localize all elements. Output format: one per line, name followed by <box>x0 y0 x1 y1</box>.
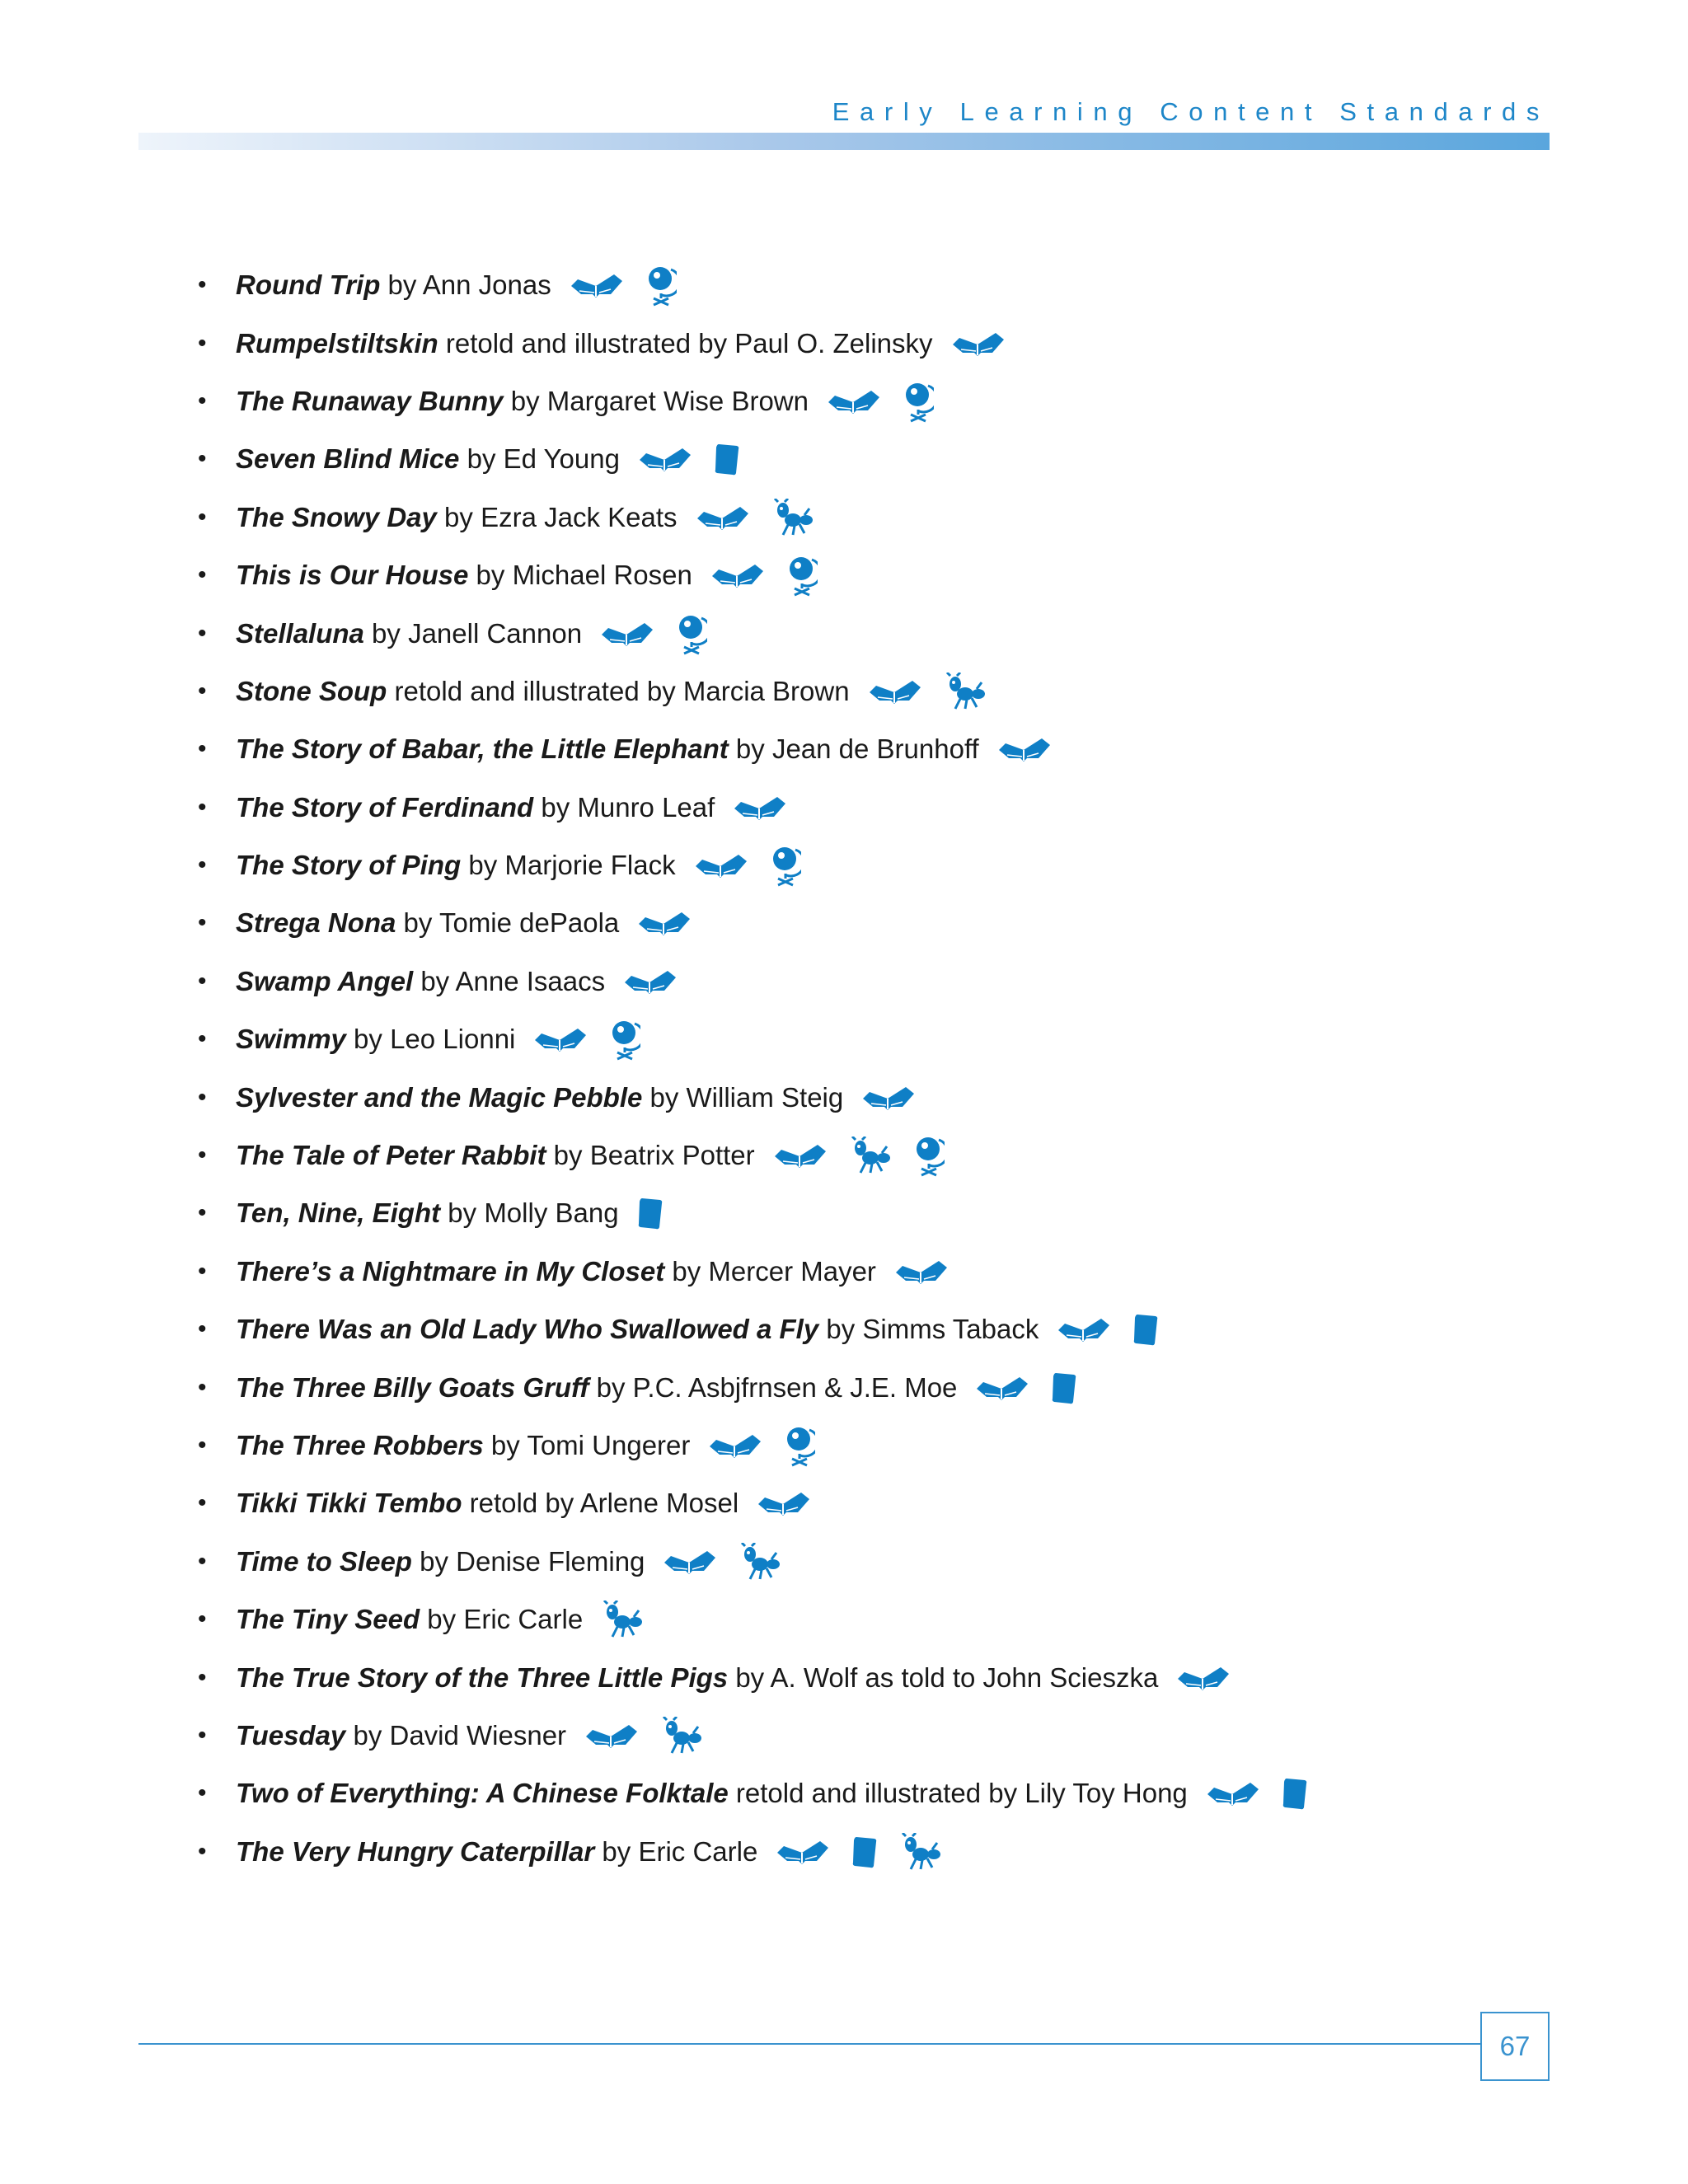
book-list-item <box>198 1127 1329 1184</box>
bullet-icon: • <box>198 1837 207 1865</box>
book-credit: by Tomie dePaola <box>396 907 620 939</box>
category-icons <box>694 844 823 887</box>
book-title: The Tale of Peter Rabbit <box>236 1140 546 1171</box>
category-icons <box>637 1196 685 1230</box>
book-title: Time to Sleep <box>236 1545 412 1577</box>
book-credit: by Tomi Ungerer <box>483 1430 691 1460</box>
book-icon <box>710 560 765 591</box>
globe-icon <box>609 1018 640 1061</box>
book-icon <box>827 386 881 417</box>
ant-icon <box>899 1833 942 1871</box>
book-icon <box>975 1372 1029 1404</box>
ant-icon <box>771 499 814 537</box>
book-list-item <box>198 1823 1329 1881</box>
category-icons <box>861 1082 937 1113</box>
book-title: This is Our House <box>236 560 469 591</box>
book-icon <box>1057 1314 1111 1345</box>
book-list-item <box>198 1243 1329 1301</box>
globe-icon <box>784 1424 815 1467</box>
bullet-icon: • <box>198 1315 207 1343</box>
globe-icon <box>770 844 801 887</box>
book-credit: by Jean de Brunhoff <box>728 733 979 765</box>
book-list-item <box>198 894 1329 952</box>
book-title: Swimmy <box>236 1024 346 1055</box>
bullet-icon: • <box>198 1663 207 1691</box>
book-title: Sylvester and the Magic Pebble <box>236 1081 643 1113</box>
bullet-icon: • <box>198 1083 207 1111</box>
header-gradient-bar <box>138 133 1550 150</box>
bullet-icon: • <box>198 1199 207 1227</box>
tile-icon <box>851 1835 878 1869</box>
tile-icon <box>714 442 740 476</box>
category-icons <box>708 1424 837 1467</box>
bullet-icon: • <box>198 619 207 647</box>
book-credit: by P.C. Asbjfrnsen & J.E. Moe <box>588 1371 958 1403</box>
category-icons <box>533 1018 662 1061</box>
book-icon <box>694 850 748 881</box>
bullet-icon: • <box>198 1547 207 1575</box>
book-list <box>198 256 1329 1881</box>
category-icons <box>1176 1662 1252 1694</box>
category-icons <box>696 499 836 537</box>
category-icons <box>601 1601 665 1638</box>
category-icons <box>623 966 699 997</box>
book-icon <box>868 676 922 707</box>
book-credit: by Ann Jonas <box>380 269 551 301</box>
category-icons <box>776 1833 964 1871</box>
book-credit: by Mercer Mayer <box>664 1255 876 1286</box>
book-list-item <box>198 1358 1329 1416</box>
book-list-item <box>198 1648 1329 1706</box>
bullet-icon: • <box>198 909 207 937</box>
book-icon <box>1176 1662 1231 1694</box>
book-title: Stellaluna <box>236 617 364 649</box>
book-list-item <box>198 1533 1329 1591</box>
book-credit: retold and illustrated by Marcia Brown <box>387 675 850 706</box>
book-title: Tikki Tikki Tembo <box>236 1488 462 1519</box>
book-credit: by Ed Young <box>459 443 620 475</box>
book-credit: by Michael Rosen <box>468 560 692 591</box>
bullet-icon: • <box>198 503 207 531</box>
book-title: The Story of Babar, the Little Elephant <box>236 733 729 765</box>
book-list-item <box>198 953 1329 1010</box>
book-icon <box>733 792 787 823</box>
book-title: Seven Blind Mice <box>236 443 460 475</box>
bullet-icon: • <box>198 445 207 473</box>
book-title: The Snowy Day <box>236 501 437 532</box>
book-list-item <box>198 604 1329 662</box>
bullet-icon: • <box>198 387 207 415</box>
book-list-item <box>198 489 1329 546</box>
book-credit: by William Steig <box>642 1081 844 1113</box>
category-icons <box>757 1488 832 1519</box>
category-icons <box>663 1543 803 1581</box>
bullet-icon: • <box>198 793 207 821</box>
book-list-item <box>198 1010 1329 1068</box>
book-icon <box>997 733 1052 765</box>
book-title: Rumpelstiltskin <box>236 327 438 359</box>
bullet-icon: • <box>198 851 207 879</box>
category-icons <box>733 792 809 823</box>
bullet-icon: • <box>198 1141 207 1169</box>
book-title: Two of Everything: A Chinese Folktale <box>236 1778 729 1809</box>
bullet-icon: • <box>198 1605 207 1633</box>
ant-icon <box>944 673 987 710</box>
bullet-icon: • <box>198 677 207 705</box>
book-credit: retold and illustrated by Lily Toy Hong <box>728 1778 1188 1809</box>
bullet-icon: • <box>198 1489 207 1517</box>
book-credit: by Beatrix Potter <box>546 1140 755 1171</box>
book-list-item <box>198 663 1329 720</box>
book-credit: by Molly Bang <box>440 1197 619 1229</box>
ant-icon <box>849 1137 892 1174</box>
book-icon <box>951 328 1006 359</box>
book-icon <box>638 443 692 475</box>
book-credit: retold by Arlene Mosel <box>462 1488 739 1519</box>
bullet-icon: • <box>198 561 207 589</box>
book-credit: by Ezra Jack Keats <box>436 501 678 532</box>
book-credit: by Eric Carle <box>420 1604 584 1635</box>
category-icons <box>997 733 1073 765</box>
book-credit: by Margaret Wise Brown <box>503 385 809 416</box>
book-credit: by Marjorie Flack <box>461 850 676 881</box>
book-credit: by David Wiesner <box>345 1719 567 1750</box>
bullet-icon: • <box>198 1721 207 1749</box>
page-number: 67 <box>1480 2012 1550 2081</box>
book-title: The True Story of the Three Little Pigs <box>236 1661 729 1693</box>
category-icons <box>1057 1312 1180 1347</box>
book-list-item <box>198 779 1329 837</box>
globe-icon <box>903 380 934 423</box>
book-list-item <box>198 1184 1329 1242</box>
book-credit: by Janell Cannon <box>363 617 583 649</box>
book-title: Strega Nona <box>236 907 396 939</box>
book-list-item <box>198 1301 1329 1358</box>
book-title: Swamp Angel <box>236 965 414 996</box>
ant-icon <box>601 1601 644 1638</box>
category-icons <box>710 554 839 597</box>
book-icon <box>600 618 654 649</box>
globe-icon <box>645 264 677 307</box>
category-icons <box>773 1134 966 1177</box>
bullet-icon: • <box>198 1373 207 1401</box>
book-title: The Story of Ping <box>236 850 462 881</box>
book-list-item <box>198 430 1329 488</box>
category-icons <box>951 328 1027 359</box>
category-icons <box>827 380 955 423</box>
bullet-icon: • <box>198 1432 207 1459</box>
book-list-item <box>198 314 1329 372</box>
category-icons <box>584 1717 724 1755</box>
book-list-item <box>198 373 1329 430</box>
book-title: The Tiny Seed <box>236 1604 420 1635</box>
book-title: The Three Robbers <box>236 1430 484 1460</box>
book-list-item <box>198 256 1329 314</box>
book-icon <box>570 269 624 301</box>
book-icon <box>696 502 750 533</box>
book-icon <box>776 1836 830 1868</box>
book-title: Stone Soup <box>236 675 387 706</box>
book-icon <box>757 1488 811 1519</box>
bullet-icon: • <box>198 1025 207 1053</box>
globe-icon <box>913 1134 945 1177</box>
book-icon <box>1206 1778 1260 1809</box>
globe-icon <box>676 612 707 655</box>
book-list-item <box>198 1474 1329 1532</box>
book-title: There Was an Old Lady Who Swallowed a Fly <box>236 1314 819 1345</box>
tile-icon <box>1282 1776 1308 1811</box>
category-icons <box>637 907 713 939</box>
book-list-item <box>198 1765 1329 1822</box>
bullet-icon: • <box>198 735 207 763</box>
book-icon <box>861 1082 916 1113</box>
book-title: The Very Hungry Caterpillar <box>236 1835 595 1867</box>
book-icon <box>894 1256 949 1287</box>
book-credit: by Simms Taback <box>818 1314 1039 1345</box>
book-credit: retold and illustrated by Paul O. Zelinsky <box>438 327 933 359</box>
bullet-icon: • <box>198 1257 207 1285</box>
book-icon <box>584 1720 639 1751</box>
tile-icon <box>1051 1371 1077 1405</box>
book-title: The Runaway Bunny <box>236 385 504 416</box>
book-title: Tuesday <box>236 1719 346 1750</box>
book-credit: by Anne Isaacs <box>413 965 606 996</box>
category-icons <box>975 1371 1099 1405</box>
book-list-item <box>198 1591 1329 1648</box>
globe-icon <box>786 554 818 597</box>
book-icon <box>663 1546 717 1577</box>
ant-icon <box>738 1543 781 1581</box>
book-list-item <box>198 1068 1329 1126</box>
book-icon <box>623 966 678 997</box>
book-credit: by Munro Leaf <box>533 791 715 823</box>
bullet-icon: • <box>198 271 207 299</box>
book-title: Round Trip <box>236 269 381 301</box>
book-credit: by A. Wolf as told to John Scieszka <box>728 1661 1159 1693</box>
book-icon <box>533 1024 588 1055</box>
book-list-item <box>198 1417 1329 1474</box>
category-icons <box>638 442 762 476</box>
book-credit: by Eric Carle <box>594 1835 758 1867</box>
category-icons <box>868 673 1008 710</box>
book-list-item <box>198 546 1329 604</box>
bullet-icon: • <box>198 967 207 995</box>
running-header: Early Learning Content Standards <box>832 97 1550 126</box>
footer-rule <box>138 2043 1480 2045</box>
category-icons <box>1206 1776 1329 1811</box>
book-title: Ten, Nine, Eight <box>236 1197 441 1229</box>
book-credit: by Denise Fleming <box>411 1545 645 1577</box>
ant-icon <box>660 1717 703 1755</box>
book-icon <box>773 1140 828 1171</box>
tile-icon <box>1132 1312 1159 1347</box>
bullet-icon: • <box>198 329 207 357</box>
book-list-item <box>198 837 1329 894</box>
book-icon <box>637 907 692 939</box>
book-credit: by Leo Lionni <box>345 1024 516 1055</box>
category-icons <box>570 264 698 307</box>
category-icons <box>600 612 729 655</box>
book-title: The Story of Ferdinand <box>236 791 534 823</box>
book-list-item <box>198 1707 1329 1765</box>
bullet-icon: • <box>198 1779 207 1807</box>
book-title: The Three Billy Goats Gruff <box>236 1371 589 1403</box>
book-icon <box>708 1430 762 1461</box>
category-icons <box>894 1256 970 1287</box>
tile-icon <box>637 1196 663 1230</box>
book-list-item <box>198 720 1329 778</box>
book-title: There’s a Nightmare in My Closet <box>236 1255 665 1286</box>
